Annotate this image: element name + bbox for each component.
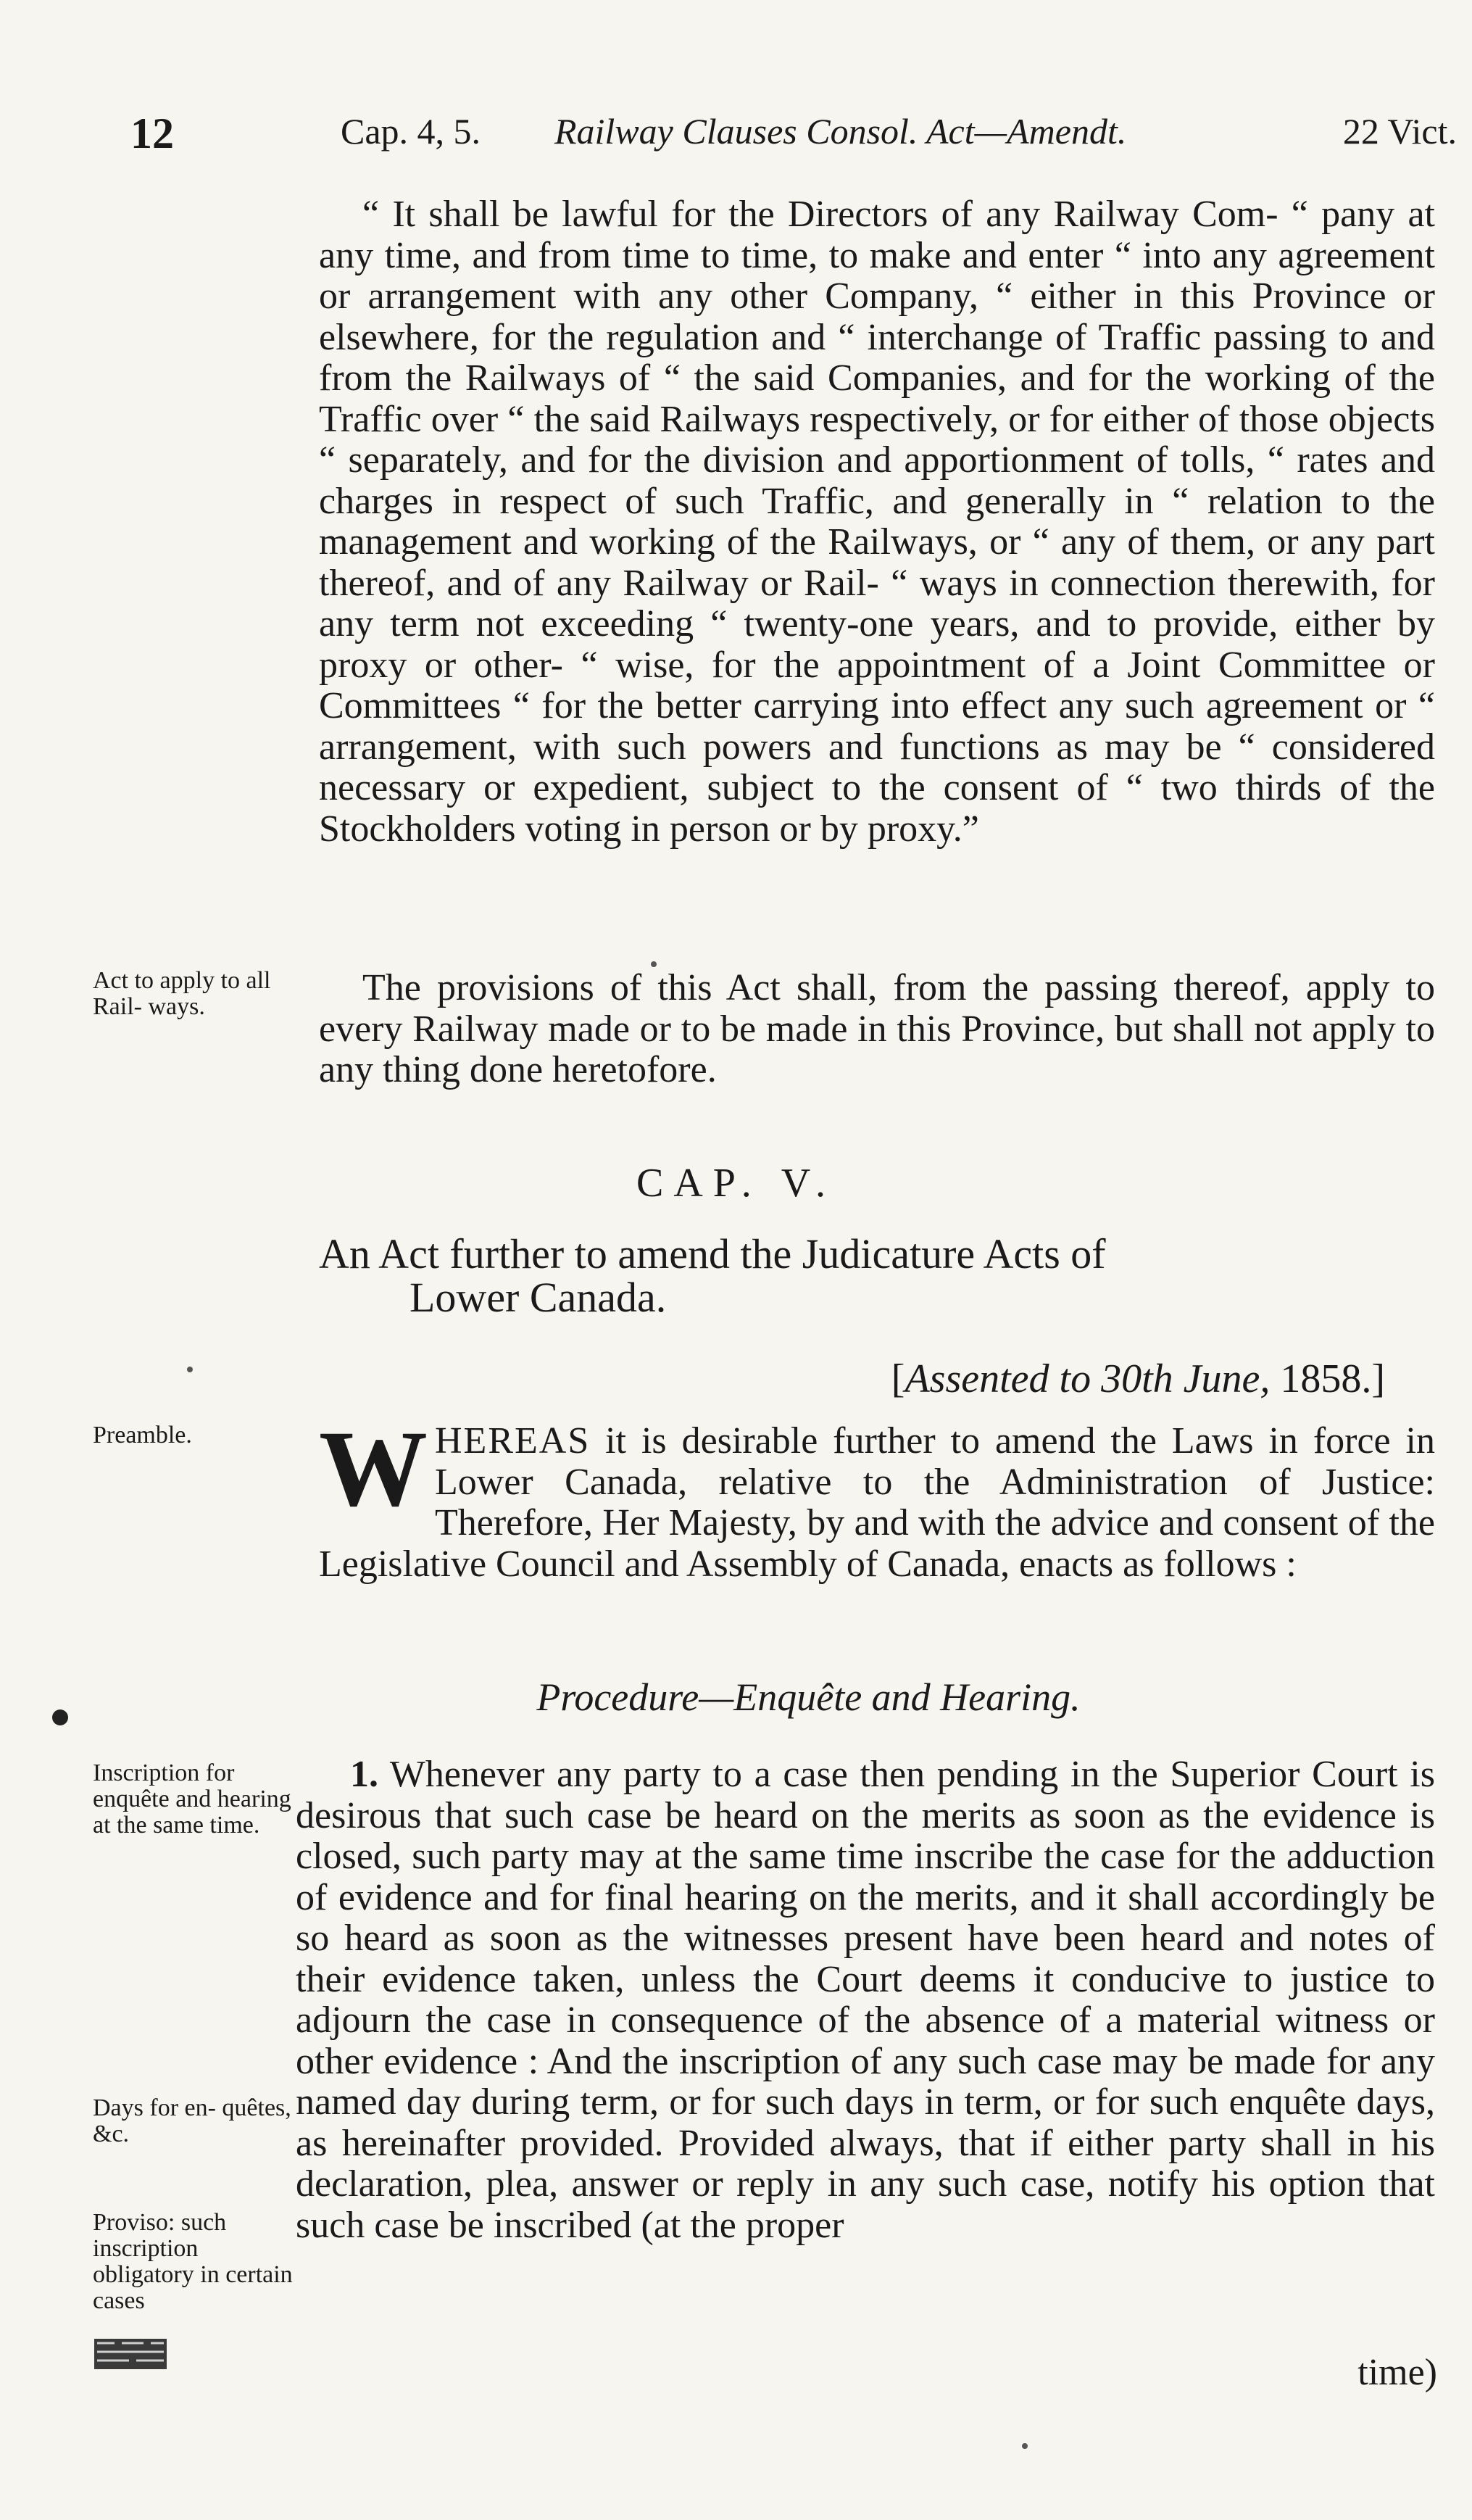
printer-ornament-icon	[93, 2336, 170, 2372]
quote-text: “ It shall be lawful for the Directors of any Railway Com- “ pany at any time, and from time to time, to make and enter “ into any agreement or arrangement with any other Company, “ either in this Province or elsewhere, for the regulation and “ interchange of Traffic passing to and from the Railways of “ the said Companies, and for the working of the Traffic over “ the said Railways respectively, or for either of those objects “ separately, and for the division and apportionment of tolls, “ rates and charges in respect of such Traffic, and generally in “ relation to the management and working of the Railways, or “ any of them, or any part thereof, and of any Railway or Rail- “ ways in connection therewith, for any term not exceeding “ twenty-one years, and to provide, either by proxy or other- “ wise, for the appointment of a Joint Committee or Committees “ for the better carrying into effect any such agreement or “ arrangement, with such powers and functions as may be “ considered necessary or expedient, subject to the consent of “ two thirds of the Stockholders voting in person or by proxy.”	[319, 194, 1435, 850]
act-title-line2: Lower Canada.	[409, 1274, 667, 1321]
section-1-text: Whenever any party to a case then pending in the Superior Court is desirous that such case be heard on the merits as soon as the evidence is closed, such party may at the same time inscribe the case for the adduction of evidence and for final hearing on the merits, and it shall accordingly be so heard as soon as the witnesses present have been heard and notes of their evidence taken, unless the Court deems it conducive to justice to adjourn the case in consequence of the absence of a material witness or other evidence : And the inscription of any such case may be made for any named day during term, or for such days in term, or for such enquête days, as hereinafter provided. Provided always, that if either party shall in his declaration, plea, answer or reply in any such case, notify his option that such case be inscribed (at the proper	[296, 1754, 1435, 2246]
assent-date	[891, 1356, 1385, 1402]
act-title	[319, 1232, 1435, 1319]
sub-heading: Procedure—Enquête and Hearing.	[536, 1675, 1081, 1719]
stray-ink-dot	[1022, 2443, 1028, 2449]
catchword: time)	[1357, 2352, 1437, 2393]
preamble-text: it is desirable further to amend the Laws in force in Lower Canada, relative to the Administration of Justice: Therefore, Her Majesty, by and with the advice and consent of the Legislative Council and Assembly of Canada, enacts as follows :	[319, 1420, 1435, 1585]
margin-note-inscription: Inscription for enquête and hearing at the same time.	[93, 1760, 291, 1839]
preamble-first-word: HEREAS	[435, 1420, 591, 1462]
section-1	[296, 1754, 1435, 2246]
apply-paragraph: The provisions of this Act shall, from the passing thereof, apply to every Railway made or to be made in this Province, but shall not apply to any thing done heretofore.	[319, 967, 1435, 1090]
stray-ink-dot	[187, 1367, 193, 1372]
cap-heading: CAP. V.	[636, 1161, 836, 1206]
act-title-line1: An Act further to amend the Judicature Acts of	[319, 1230, 1106, 1277]
assent-italic: Assented to 30th June,	[905, 1356, 1271, 1401]
assent-open: [	[891, 1356, 905, 1401]
margin-note-act-to-apply: Act to apply to all Rail- ways.	[93, 967, 271, 1020]
margin-note-days: Days for en- quêtes, &c.	[93, 2094, 291, 2147]
margin-note-proviso: Proviso: such inscription obligatory in certain cases	[93, 2209, 293, 2314]
page-number: 12	[130, 109, 174, 157]
stray-ink-dot	[651, 961, 657, 967]
margin-note-preamble: Preamble.	[93, 1422, 192, 1448]
header-title: Railway Clauses Consol. Act—Amendt.	[554, 111, 1127, 152]
drop-cap: W	[319, 1409, 428, 1529]
running-header	[130, 109, 1457, 167]
assent-year: 1858.]	[1270, 1356, 1385, 1401]
header-year: 22 Vict.	[1342, 111, 1457, 152]
quoted-section	[319, 194, 1435, 850]
preamble-paragraph	[319, 1409, 1435, 1585]
header-cap: Cap. 4, 5.	[341, 111, 481, 152]
section-number: 1.	[350, 1754, 378, 1795]
